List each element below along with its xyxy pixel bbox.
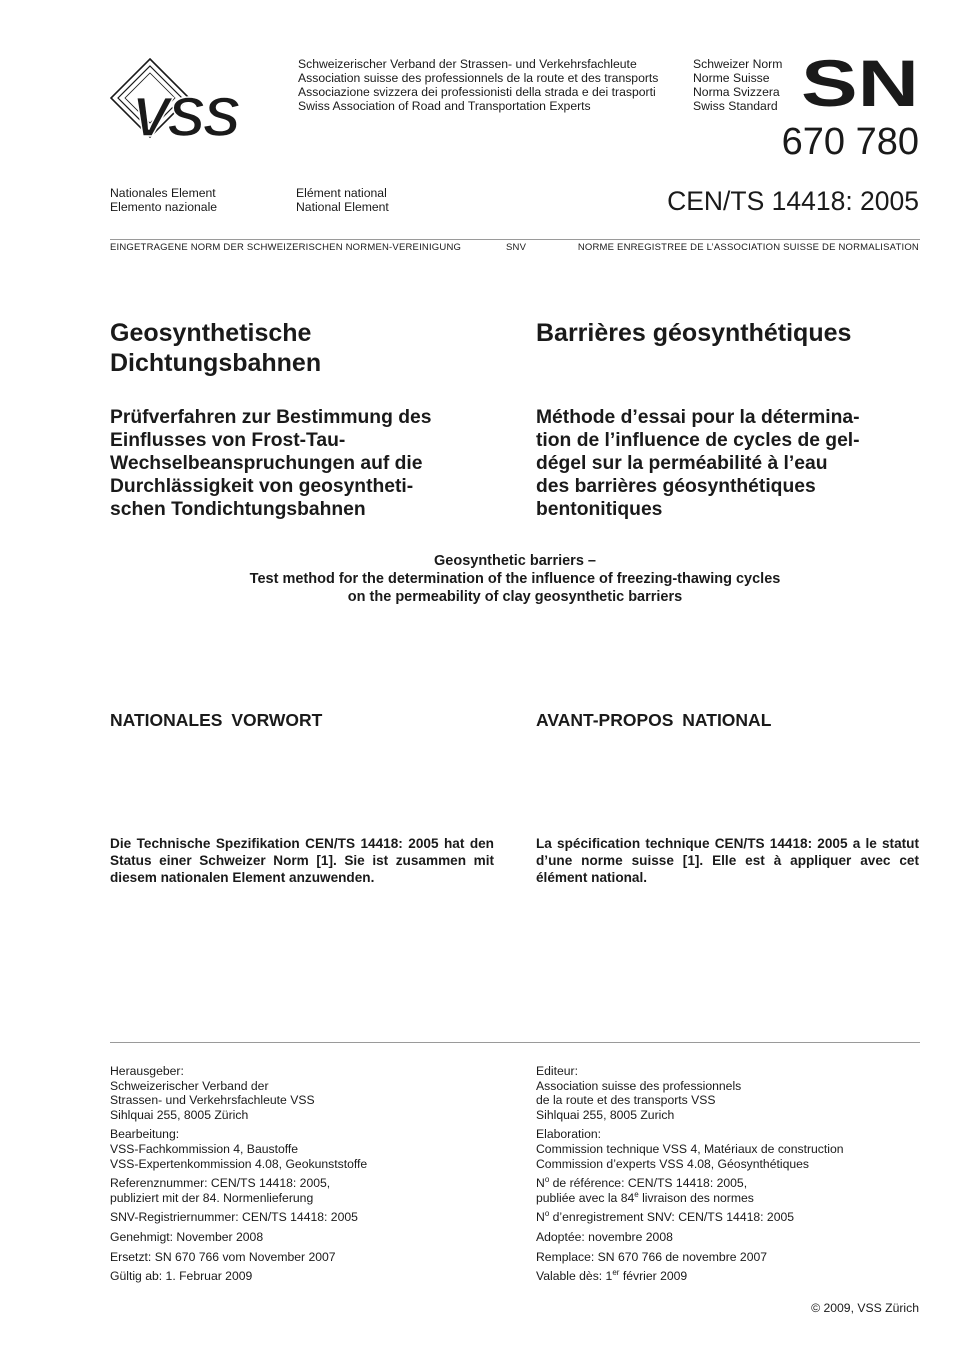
editor-fr-line: de la route et des transports VSS [536, 1093, 716, 1108]
editor-de [110, 1064, 505, 1122]
snv-fr-rest: d’enregistrement SNV: CEN/TS 14418: 2005 [549, 1210, 795, 1225]
published-fr-prefix: publiée avec la 84 [536, 1190, 635, 1205]
subtitle-fr-line: tion de l’influence de cycles de gel- [536, 430, 860, 451]
snv-fr-sup: o [544, 1209, 550, 1219]
title-en-line: Test method for the determination of the influence of freezing-thawing cycles [249, 571, 781, 587]
subtitle-fr-line: des barrières géosynthétiques [536, 476, 816, 497]
elaboration-fr [536, 1127, 921, 1171]
subtitle-fr-line: dégel sur la perméabilité à l’eau [536, 453, 828, 474]
title-fr [536, 318, 921, 348]
national-element-fr-line: Elément national [296, 186, 387, 200]
editor-de-line: Sihlquai 255, 8005 Zürich [110, 1107, 249, 1122]
reference-fr [536, 1176, 921, 1205]
valid-fr-sup: er [612, 1268, 620, 1278]
title-en [110, 552, 920, 606]
editor-fr [536, 1064, 921, 1122]
valid-from-de: Gültig ab: 1. Februar 2009 [110, 1269, 253, 1284]
org-name-en: Swiss Association of Road and Transportation Experts [298, 99, 591, 113]
subtitle-de-line: Durchlässigkeit von geosyntheti- [110, 476, 414, 497]
header-divider [110, 239, 920, 240]
snv-fr-prefix: N [536, 1210, 545, 1225]
publication-info-fr [536, 1064, 921, 1289]
reference-de [110, 1176, 505, 1205]
foreword-text-fr: La spécification technique CEN/TS 14418: 2005 a le statut d’une norme suisse [1]. Elle est à appliquer avec cet élément national. [536, 836, 919, 885]
subtitle-de [110, 406, 505, 521]
published-fr-sup: e [634, 1189, 639, 1199]
subtitle-fr [536, 406, 921, 521]
reference-de-line: publiziert mit der 84. Normenlieferung [110, 1190, 314, 1205]
reference-fr-sup: o [544, 1175, 550, 1185]
national-element-de [110, 186, 217, 214]
reference-de-line: Referenznummer: CEN/TS 14418: 2005, [110, 1176, 331, 1191]
title-en-line: on the permeability of clay geosynthetic barriers [347, 589, 683, 605]
editor-de-line: Herausgeber: [110, 1064, 184, 1078]
registration-snv: SNV [506, 242, 527, 253]
foreword-text-de: Die Technische Spezifikation CEN/TS 14418: 2005 hat den Status einer Schweizer Norm [1]. Sie ist zusammen mit diesem nationalen Element anzuwenden. [110, 836, 494, 885]
snv-number-de: SNV-Registriernummer: CEN/TS 14418: 2005 [110, 1210, 358, 1225]
sn-mark-text: SN [803, 56, 919, 108]
elaboration-fr-line: Commission technique VSS 4, Matériaux de construction [536, 1141, 844, 1156]
reference-fr-prefix: N [536, 1176, 545, 1191]
subtitle-fr-line: bentonitiques [536, 499, 663, 520]
replaces-de: Ersetzt: SN 670 766 vom November 2007 [110, 1249, 336, 1264]
vss-logo-lettering: VSS [132, 85, 239, 140]
editor-de-line: Schweizerischer Verband der [110, 1078, 269, 1093]
standard-names [693, 57, 782, 113]
sn-mark [803, 56, 919, 108]
elaboration-de-line: VSS-Expertenkommission 4.08, Geokunststoffe [110, 1156, 368, 1171]
replaces-fr: Remplace: SN 670 766 de novembre 2007 [536, 1249, 768, 1264]
standard-name-de: Schweizer Norm [693, 57, 783, 71]
footer-divider [110, 1042, 920, 1043]
editor-fr-line: Sihlquai 255, 8005 Zurich [536, 1107, 675, 1122]
registration-de: EINGETRAGENE NORM DER SCHWEIZERISCHEN NORMEN-VEREINIGUNG [110, 242, 462, 253]
subtitle-de-line: Wechselbeanspruchungen auf die [110, 453, 423, 474]
editor-fr-line: Editeur: [536, 1064, 579, 1078]
national-element-de-line: Nationales Element [110, 186, 216, 200]
publication-info-de [110, 1064, 505, 1289]
valid-fr-prefix: Valable dès: 1 [536, 1269, 613, 1284]
title-de [110, 318, 505, 378]
org-name-fr: Association suisse des professionnels de la route et des transports [298, 71, 659, 85]
editor-de-line: Strassen- und Verkehrsfachleute VSS [110, 1093, 315, 1108]
org-name-it: Associazione svizzera dei professionisti della strada e dei trasporti [298, 85, 656, 99]
national-element-en-line: National Element [296, 200, 389, 214]
standard-name-it: Norma Svizzera [693, 85, 780, 99]
standard-name-fr: Norme Suisse [693, 71, 770, 85]
adopted-fr: Adoptée: novembre 2008 [536, 1229, 673, 1244]
copyright: © 2009, VSS Zürich [811, 1301, 919, 1315]
snv-number-fr [536, 1210, 921, 1225]
document-number: 670 780 [781, 121, 919, 163]
national-element-it-line: Elemento nazionale [110, 200, 218, 214]
title-en-line: Geosynthetic barriers – [434, 553, 596, 569]
elaboration-fr-line: Commission d’experts VSS 4.08, Géosynthétiques [536, 1156, 809, 1171]
approved-de: Genehmigt: November 2008 [110, 1229, 264, 1244]
title-fr-line: Barrières géosynthétiques [536, 319, 852, 347]
standard-name-en: Swiss Standard [693, 99, 778, 113]
published-fr-rest: livraison des normes [638, 1190, 754, 1205]
subtitle-de-line: Einflusses von Frost-Tau- [110, 430, 346, 451]
elaboration-de-line: Bearbeitung: [110, 1127, 180, 1142]
title-de-line: Dichtungsbahnen [110, 349, 322, 377]
title-de-line: Geosynthetische [110, 319, 312, 347]
valid-from-fr [536, 1269, 921, 1284]
org-name-de: Schweizerischer Verband der Strassen- und Verkehrsfachleute [298, 57, 637, 71]
subtitle-fr-line: Méthode d’essai pour la détermina- [536, 407, 860, 428]
published-fr-line [536, 1191, 921, 1206]
subtitle-de-line: Prüfverfahren zur Bestimmung des [110, 407, 432, 428]
vss-logo [110, 58, 290, 140]
foreword-heading-fr: AVANT-PROPOS NATIONAL [536, 710, 772, 730]
reference-fr-rest: de référence: CEN/TS 14418: 2005, [549, 1176, 748, 1191]
organization-names [298, 57, 658, 113]
reference-fr-line [536, 1176, 921, 1191]
elaboration-de-line: VSS-Fachkommission 4, Baustoffe [110, 1141, 299, 1156]
registration-fr: NORME ENREGISTREE DE L’ASSOCIATION SUISSE DE NORMALISATION [577, 242, 919, 253]
elaboration-fr-line: Elaboration: [536, 1127, 602, 1142]
national-element-fr [296, 186, 389, 214]
elaboration-de [110, 1127, 505, 1171]
subtitle-de-line: schen Tondichtungsbahnen [110, 499, 366, 520]
valid-fr-rest: février 2009 [619, 1269, 688, 1284]
cen-ts-reference: CEN/TS 14418: 2005 [667, 186, 919, 216]
editor-fr-line: Association suisse des professionnels [536, 1078, 742, 1093]
foreword-heading-de: NATIONALES VORWORT [110, 710, 323, 730]
